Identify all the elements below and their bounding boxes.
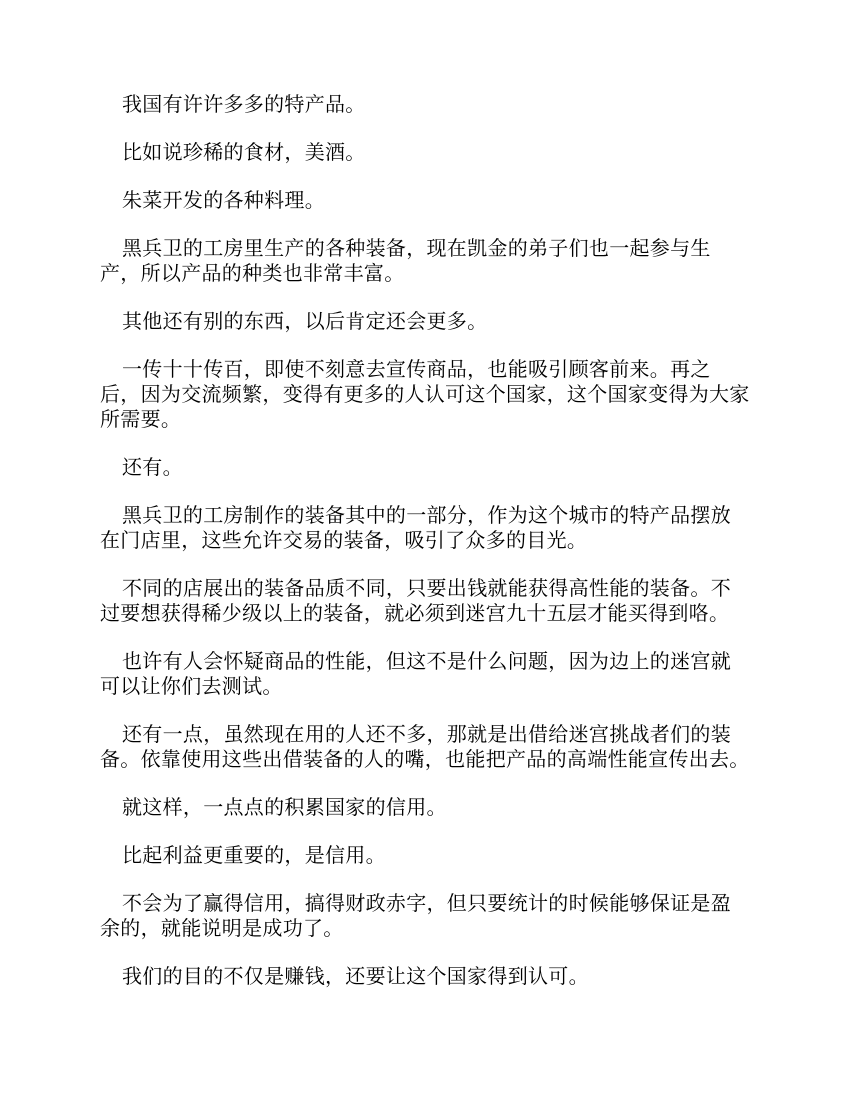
- paragraph: 黑兵卫的工房制作的装备其中的一部分，作为这个城市的特产品摆放在门店里，这些允许交易的装备，吸引了众多的目光。: [100, 503, 731, 552]
- paragraph: 还有。: [122, 455, 183, 479]
- paragraph: 不会为了赢得信用，搞得财政赤字，但只要统计的时候能够保证是盈余的，就能说明是成功了。: [100, 891, 731, 940]
- paragraph: 黑兵卫的工房里生产的各种装备，现在凯金的弟子们也一起参与生产，所以产品的种类也非常丰富。: [100, 236, 711, 285]
- paragraph: 也许有人会怀疑商品的性能，但这不是什么问题，因为边上的迷宫就可以让你们去测试。: [100, 649, 731, 698]
- paragraph: 比起利益更重要的，是信用。: [122, 843, 386, 867]
- paragraph: 其他还有别的东西，以后肯定还会更多。: [122, 309, 488, 333]
- document-body: [100, 92, 750, 1012]
- paragraph: 就这样，一点点的积累国家的信用。: [122, 795, 447, 819]
- paragraph: 我国有许许多多的特产品。: [122, 92, 366, 116]
- paragraph: 朱菜开发的各种料理。: [122, 188, 325, 212]
- paragraph: 不同的店展出的装备品质不同，只要出钱就能获得高性能的装备。不过要想获得稀少级以上的装备，就必须到迷宫九十五层才能买得到咯。: [100, 576, 731, 625]
- paragraph: 一传十十传百，即使不刻意去宣传商品，也能吸引顾客前来。再之后，因为交流频繁，变得有更多的人认可这个国家，这个国家变得为大家所需要。: [100, 357, 750, 431]
- paragraph: 比如说珍稀的食材，美酒。: [122, 140, 366, 164]
- paragraph: 还有一点，虽然现在用的人还不多，那就是出借给迷宫挑战者们的装备。依靠使用这些出借装备的人的嘴，也能把产品的高端性能宣传出去。: [100, 722, 750, 771]
- paragraph: 我们的目的不仅是赚钱，还要让这个国家得到认可。: [122, 964, 589, 988]
